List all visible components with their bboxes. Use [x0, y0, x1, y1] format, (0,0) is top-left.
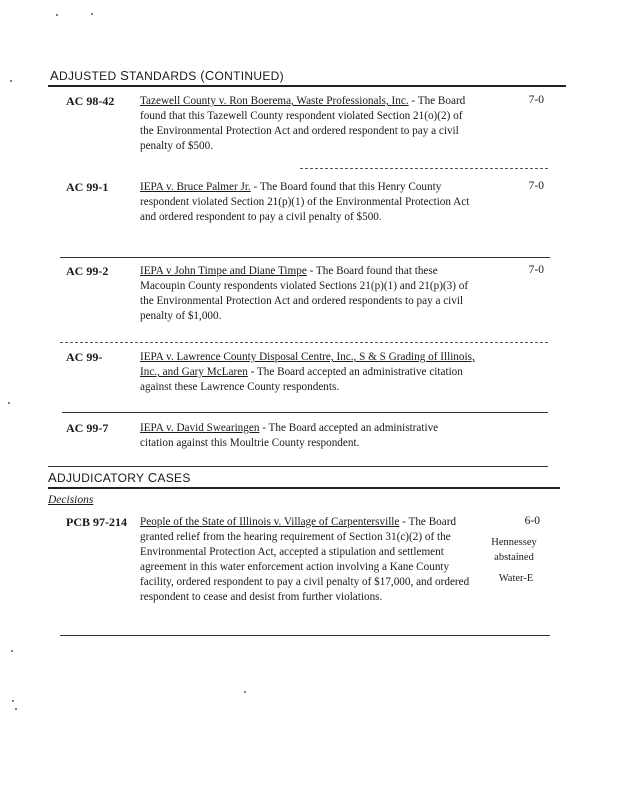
decisions-subhead: Decisions [48, 494, 94, 506]
section-rule [48, 85, 566, 87]
case-number: AC 99-2 [66, 264, 109, 278]
abstain-note: abstained [494, 552, 534, 563]
entry-rule [60, 257, 550, 258]
scan-speck [91, 13, 93, 15]
entry-rule [60, 342, 548, 343]
case-caption: IEPA v. Bruce Palmer Jr. [140, 181, 251, 193]
entry-rule [62, 412, 548, 413]
case-description: IEPA v. David Swearingen - The Board accepted an administrative citation against this Moultrie County respondent. [140, 422, 439, 449]
case-caption: IEPA v John Timpe and Diane Timpe [140, 265, 307, 277]
entry-rule [60, 635, 550, 636]
category-label: Water-E [498, 573, 534, 584]
adjudicatory-title: ADJUDICATORY CASES [48, 470, 191, 485]
case-description: IEPA v. Lawrence County Disposal Centre, Inc., S & S Grading of Illinois, Inc., and Gary McLaren - The Board accepted an administrative citation against these Lawrence County respondents. [140, 351, 475, 393]
scan-speck [10, 80, 12, 82]
entry-rule [48, 466, 548, 467]
case-number: AC 99-1 [66, 180, 109, 194]
case-number: AC 98-42 [66, 94, 115, 108]
case-number: PCB 97-214 [66, 515, 127, 529]
case-caption: Tazewell County v. Ron Boerema, Waste Professionals, Inc. [140, 95, 409, 107]
scan-speck [12, 700, 14, 702]
vote: 7-0 [528, 94, 544, 106]
case-description: IEPA v John Timpe and Diane Timpe - The Board found that these Macoupin County respondents violated Sections 21(p)(1) and 21(p)(3) of the Environmental Protection Act and ordered respondents to pay a civil penalty of $1,000. [140, 265, 469, 322]
case-caption: IEPA v. David Swearingen [140, 422, 260, 434]
case-number: AC 99-7 [66, 421, 109, 435]
scan-speck [244, 691, 246, 693]
abstain-name: Hennessey [491, 537, 537, 548]
scan-speck [15, 708, 17, 710]
vote: 7-0 [528, 264, 544, 276]
vote: 7-0 [528, 180, 544, 192]
case-description: People of the State of Illinois v. Village of Carpentersville - The Board granted relief from the hearing requirement of Section 31(c)(2) of the Environmental Protection Act, accepted a stipulation and settlement agreement in this water enforcement action involving a Kane County facility, ordered respondent to pay a civil penalty of $17,000, and ordered respondent to cease and desist from further violations. [140, 516, 470, 603]
section-rule [48, 487, 560, 489]
entry-rule [300, 168, 548, 169]
case-description: Tazewell County v. Ron Boerema, Waste Professionals, Inc. - The Board found that this Tazewell County respondent violated Section 21(o)(2) of the Environmental Protection Act and ordered respondent to pay a civil penalty of $500. [140, 95, 466, 152]
case-caption: IEPA v. Lawrence County Disposal Centre, Inc., S & S Grading of Illinois, Inc., and Gary McLaren [140, 351, 475, 378]
scan-speck [8, 402, 10, 404]
section-title: ADJUSTED STANDARDS (CONTINUED) [50, 68, 284, 83]
scan-speck [56, 14, 58, 16]
vote: 6-0 [524, 515, 540, 527]
scan-speck [11, 650, 13, 652]
case-number: AC 99- [66, 350, 103, 364]
case-caption: People of the State of Illinois v. Village of Carpentersville [140, 516, 400, 528]
case-description: IEPA v. Bruce Palmer Jr. - The Board found that this Henry County respondent violated Section 21(p)(1) of the Environmental Protection Act and ordered respondent to pay a civil penalty of $500. [140, 181, 470, 223]
